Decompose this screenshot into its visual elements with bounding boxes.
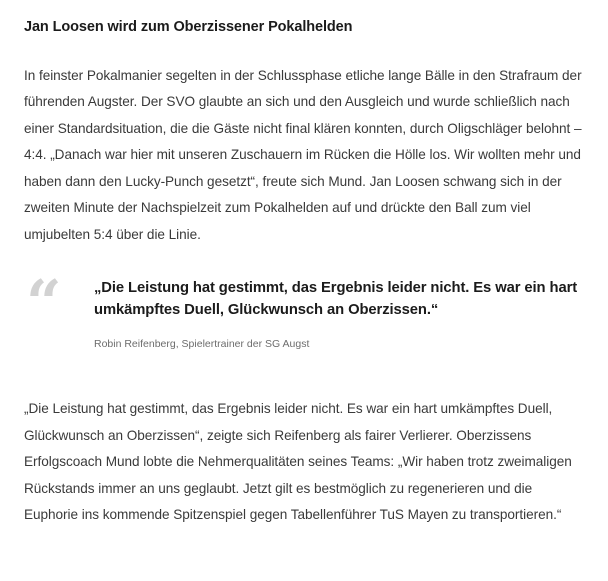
page-title: Jan Loosen wird zum Oberzissener Pokalhelden (24, 19, 353, 35)
pullquote-attribution: Robin Reifenberg, Spielertrainer der SG Augst (94, 338, 310, 351)
article-paragraph-1: In feinster Pokalmanier segelten in der Schlussphase etliche lange Bälle in den Strafraum der führenden Augster. Der SVO glaubte an sich und den Ausgleich und wurde schließlich nach einer Standardsituation, die die Gäste nicht final klären konnten, durch Oligschläger belohnt – 4:4. „Danach war hier mit unseren Zuschauern im Rücken die Hölle los. Wir wollten mehr und haben dann den Lucky-Punch gesetzt“, freute sich Mund. Jan Loosen schwang sich in der zweiten Minute der Nachspielzeit zum Pokalhelden auf und drückte den Ball zum viel umjubelten 5:4 über die Linie. (24, 67, 582, 242)
article-paragraph-2: „Die Leistung hat gestimmt, das Ergebnis leider nicht. Es war ein hart umkämpftes Duell, Glückwunsch an Oberzissen“, zeigte sich Reifenberg als fairer Verlierer. Oberzissens Erfolgscoach Mund lobte die Nehmerqualitäten seines Teams: „Wir haben trotz zweimaligen Rückstands immer an uns geglaubt. Jetzt gilt es bestmöglich zu regenerieren und die Euphorie ins kommende Spitzenspiel gegen Tabellenführer TuS Mayen zu transportieren.“ (24, 401, 572, 523)
pullquote (24, 266, 584, 370)
pullquote-text: „Die Leistung hat gestimmt, das Ergebnis leider nicht. Es war ein hart umkämpftes Duell, Glückwunsch an Oberzissen.“ (94, 280, 578, 318)
quotation-mark-icon: “ (26, 266, 62, 340)
